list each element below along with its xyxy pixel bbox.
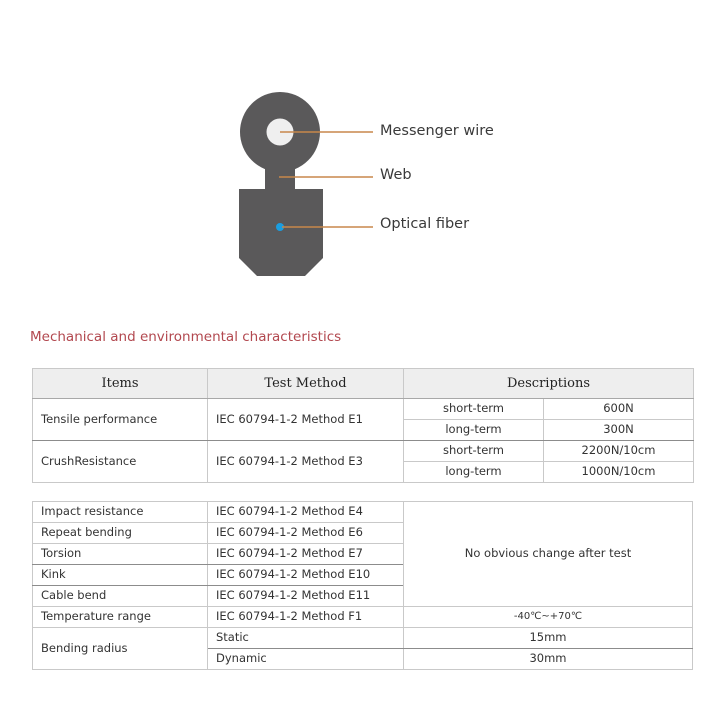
dynamic-label-cell: Dynamic (208, 649, 404, 670)
optical-fiber-label: Optical fiber (380, 216, 470, 232)
method-cell: IEC 60794-1-2 Method E4 (208, 502, 404, 523)
tensile-crush-table (32, 368, 694, 483)
static-value-cell: 15mm (404, 628, 693, 649)
value-cell: 2200N/10cm (544, 441, 694, 462)
method-cell: IEC 60794-1-2 Method E7 (208, 544, 404, 565)
value-cell: 600N (544, 399, 694, 420)
item-cell: Cable bend (33, 586, 208, 607)
cable-diagram-graphic (0, 0, 726, 300)
table-row (33, 607, 693, 628)
bending-radius-item-cell: Bending radius (33, 628, 208, 670)
value-cell: 1000N/10cm (544, 462, 694, 483)
item-cell: Temperature range (33, 607, 208, 628)
method-cell: IEC 60794-1-2 Method E11 (208, 586, 404, 607)
section-title: Mechanical and environmental characteristics (30, 329, 342, 345)
web-label: Web (380, 167, 412, 183)
item-cell: Repeat bending (33, 523, 208, 544)
term-cell: long-term (404, 462, 544, 483)
term-cell: short-term (404, 441, 544, 462)
merged-result-cell: No obvious change after test (404, 502, 693, 607)
temperature-value-cell: -40℃~+70℃ (404, 607, 693, 628)
item-cell: Impact resistance (33, 502, 208, 523)
cable-cross-section-diagram (0, 0, 726, 300)
static-label-cell: Static (208, 628, 404, 649)
header-descriptions: Descriptions (404, 369, 694, 399)
term-cell: long-term (404, 420, 544, 441)
item-cell: Kink (33, 565, 208, 586)
method-cell: IEC 60794-1-2 Method F1 (208, 607, 404, 628)
item-cell: CrushResistance (33, 441, 208, 483)
method-cell: IEC 60794-1-2 Method E3 (208, 441, 404, 483)
dynamic-value-cell: 30mm (404, 649, 693, 670)
table-row (33, 441, 694, 462)
table-header-row (33, 369, 694, 399)
item-cell: Torsion (33, 544, 208, 565)
table-row (33, 628, 693, 649)
item-cell: Tensile performance (33, 399, 208, 441)
method-cell: IEC 60794-1-2 Method E10 (208, 565, 404, 586)
term-cell: short-term (404, 399, 544, 420)
environmental-tests-table (32, 501, 693, 670)
method-cell: IEC 60794-1-2 Method E6 (208, 523, 404, 544)
messenger-wire-label: Messenger wire (380, 123, 494, 139)
method-cell: IEC 60794-1-2 Method E1 (208, 399, 404, 441)
table-row (33, 502, 693, 523)
header-items: Items (33, 369, 208, 399)
value-cell: 300N (544, 420, 694, 441)
table-row (33, 399, 694, 420)
header-test-method: Test Method (208, 369, 404, 399)
